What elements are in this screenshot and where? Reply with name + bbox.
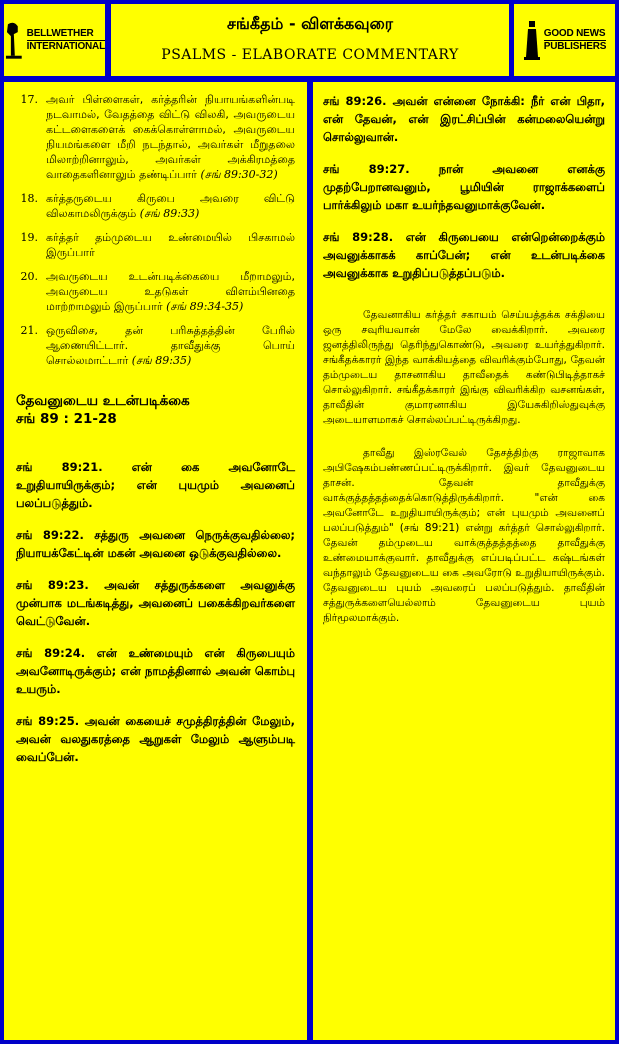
item-text: கர்த்தர் தம்முடைய உண்மையில் பிசகாமல் இருப்பார் (46, 231, 295, 259)
left-column (4, 82, 307, 1040)
commentary-paragraph: தாவீது இஸ்ரவேல் தேசத்திற்கு ராஜாவாக அபிஷேகம்பண்ணப்பட்டிருக்கிறார். இவர் தேவனுடைய தாசன். தேவன் தாவீதுக்கு வாக்குத்தத்தத்தைக்கொடுத்திருக்கிறார். "என் கை அவனோடே உறுதியாயிருக்கும்; என் புயமும் அவனைப் பலப்படுத்தும்" (சங் 89:21) என்று கர்த்தர் சொல்லுகிறார். தேவன் தம்முடைய வாக்குத்தத்தத்தை தாவீதுக்கு உண்மையாக்குவார். தாவீதுக்கு எப்படிப்பட்ட கஷ்டங்கள் வந்தாலும் தேவனுடைய கை அவரோடு உறுதியாயிருக்கும். தேவனுடைய புயம் அவரைப் பலப்படுத்தும். தாவீதின் சத்துருக்களையெல்லாம் தேவனுடைய புயம் நிர்மூலமாக்கும். (323, 447, 605, 624)
item-reference: (சங் 89:34-35) (166, 300, 244, 313)
item-number: 17. (20, 93, 38, 106)
title-english: PSALMS - ELABORATE COMMENTARY (161, 47, 459, 63)
list-item (16, 230, 295, 260)
item-reference: (சங் 89:33) (139, 207, 200, 220)
section-heading-reference: சங் 89 : 21-28 (16, 411, 117, 427)
verse: சங் 89:24. என் உண்மையும் என் கிருபையும் அவனோடிருக்கும்; என் நாமத்தினால் அவன் கொம்பு உயரும். (16, 646, 295, 696)
verse: சங் 89:22. சத்துரு அவனை நெருக்குவதில்லை; நியாயக்கேட்டின் மகன் அவனை ஒடுக்குவதில்லை. (16, 528, 295, 560)
item-reference: (சங் 89:35) (131, 354, 192, 367)
good-news-logo (514, 4, 615, 76)
item-number: 21. (20, 324, 38, 337)
item-number: 19. (20, 231, 38, 244)
verse: சங் 89:28. என் கிருபையை என்றென்றைக்கும் அவனுக்காகக் காப்பேன்; என் உடன்படிக்கை அவனுக்காக உறுதிப்படுத்தப்படும். (323, 230, 605, 280)
bellwether-logo (4, 4, 105, 76)
list-item (16, 269, 295, 314)
verse: சங் 89:25. அவன் கையைச் சமுத்திரத்தின் மேலும், அவன் வலதுகரத்தை ஆறுகள் மேலும் ஆளும்படி வைப்பேன். (16, 714, 295, 764)
item-reference: (சங் 89:30-32) (200, 168, 278, 181)
verse: சங் 89:26. அவன் என்னை நோக்கி: நீர் என் பிதா, என் தேவன், என் இரட்சிப்பின் கன்மலையென்று சொல்லுவான். (323, 94, 605, 144)
item-text: அவர் பிள்ளைகள், கர்த்தரின் நியாயங்களின்படி நடவாமல், வேதத்தை விட்டு விலகி, அவருடைய கட்டளைகளைக் கைக்கொள்ளாமல், அவருடைய நியமங்களை மீறி நடந்தால், அவர்கள் மீறுதலை மிலாற்றினாலும், அவர்கள் அக்கிரமத்தை வாதைகளினாலும் தண்டிப்பார் (46, 93, 295, 181)
item-number: 20. (20, 270, 38, 283)
list-item (16, 92, 295, 182)
list-item (16, 191, 295, 221)
commentary-paragraph: தேவனாகிய கர்த்தர் சகாயம் செய்யத்தக்க சக்தியை ஒரு சவுரியவான் மேலே வைக்கிறார். அவரை ஜனத்திலிருந்து தெரிந்துகொண்டு, அவரை உயர்த்துகிறார். சங்கீதக்காரர் இந்த வாக்கியத்தை விவரிக்கும்போது, தேவன் தம்முடைய தாசனாகிய தாவீதைக் கண்டுபிடித்தாகச் சொல்லுகிறார். சங்கீதக்காரர் இங்கு விவரிக்கிற வசனங்கள், தாவீதின் குமாரனாகிய இயேசுகிறிஸ்துவுக்கு அடையாளமாகச் சொல்லப்பட்டிருக்கிறது. (323, 309, 605, 426)
verse: சங் 89:27. நான் அவனை எனக்கு முதற்பேறானவனும், பூமியின் ராஜாக்களைப் பார்க்கிலும் மகா உயர்ந்தவனுமாக்குவேன். (323, 162, 605, 212)
logo-left-line2: INTERNATIONAL (26, 40, 105, 52)
bellwether-ram-icon (4, 20, 24, 60)
section-heading-title: தேவனுடைய உடன்படிக்கை (16, 393, 190, 409)
section-heading (16, 392, 295, 428)
verse: சங் 89:21. என் கை அவனோடே உறுதியாயிருக்கும்; என் புயமும் அவனைப் பலப்படுத்தும். (16, 460, 295, 510)
title-tamil: சங்கீதம் - விளக்கவுரை (226, 14, 393, 33)
list-item (16, 323, 295, 368)
item-text: ஒருவிசை, தன் பரிசுத்தத்தின் பேரில் ஆணையிட்டார். தாவீதுக்கு பொய் சொல்லமாட்டார் (46, 324, 295, 367)
right-column (313, 82, 615, 1040)
item-text: கர்த்தருடைய கிருபை அவரை விட்டு விலகாமலிருக்கும் (46, 192, 295, 220)
item-text: அவருடைய உடன்படிக்கையை மீறாமலும், அவருடைய உதடுகள் விளம்பினதை மாற்றாமலும் இருப்பார் (46, 270, 295, 313)
lighthouse-icon (523, 19, 541, 61)
verse: சங் 89:23. அவன் சத்துருக்களை அவனுக்கு முன்பாக மடங்கடித்து, அவனைப் பகைக்கிறவர்களை வெட்டுவேன். (16, 578, 295, 628)
item-number: 18. (20, 192, 38, 205)
logo-left-line1: BELLWETHER (26, 27, 94, 39)
page-header (111, 4, 509, 76)
logo-right-line2: PUBLISHERS (543, 40, 607, 52)
logo-right-line1: GOOD NEWS (543, 27, 606, 39)
